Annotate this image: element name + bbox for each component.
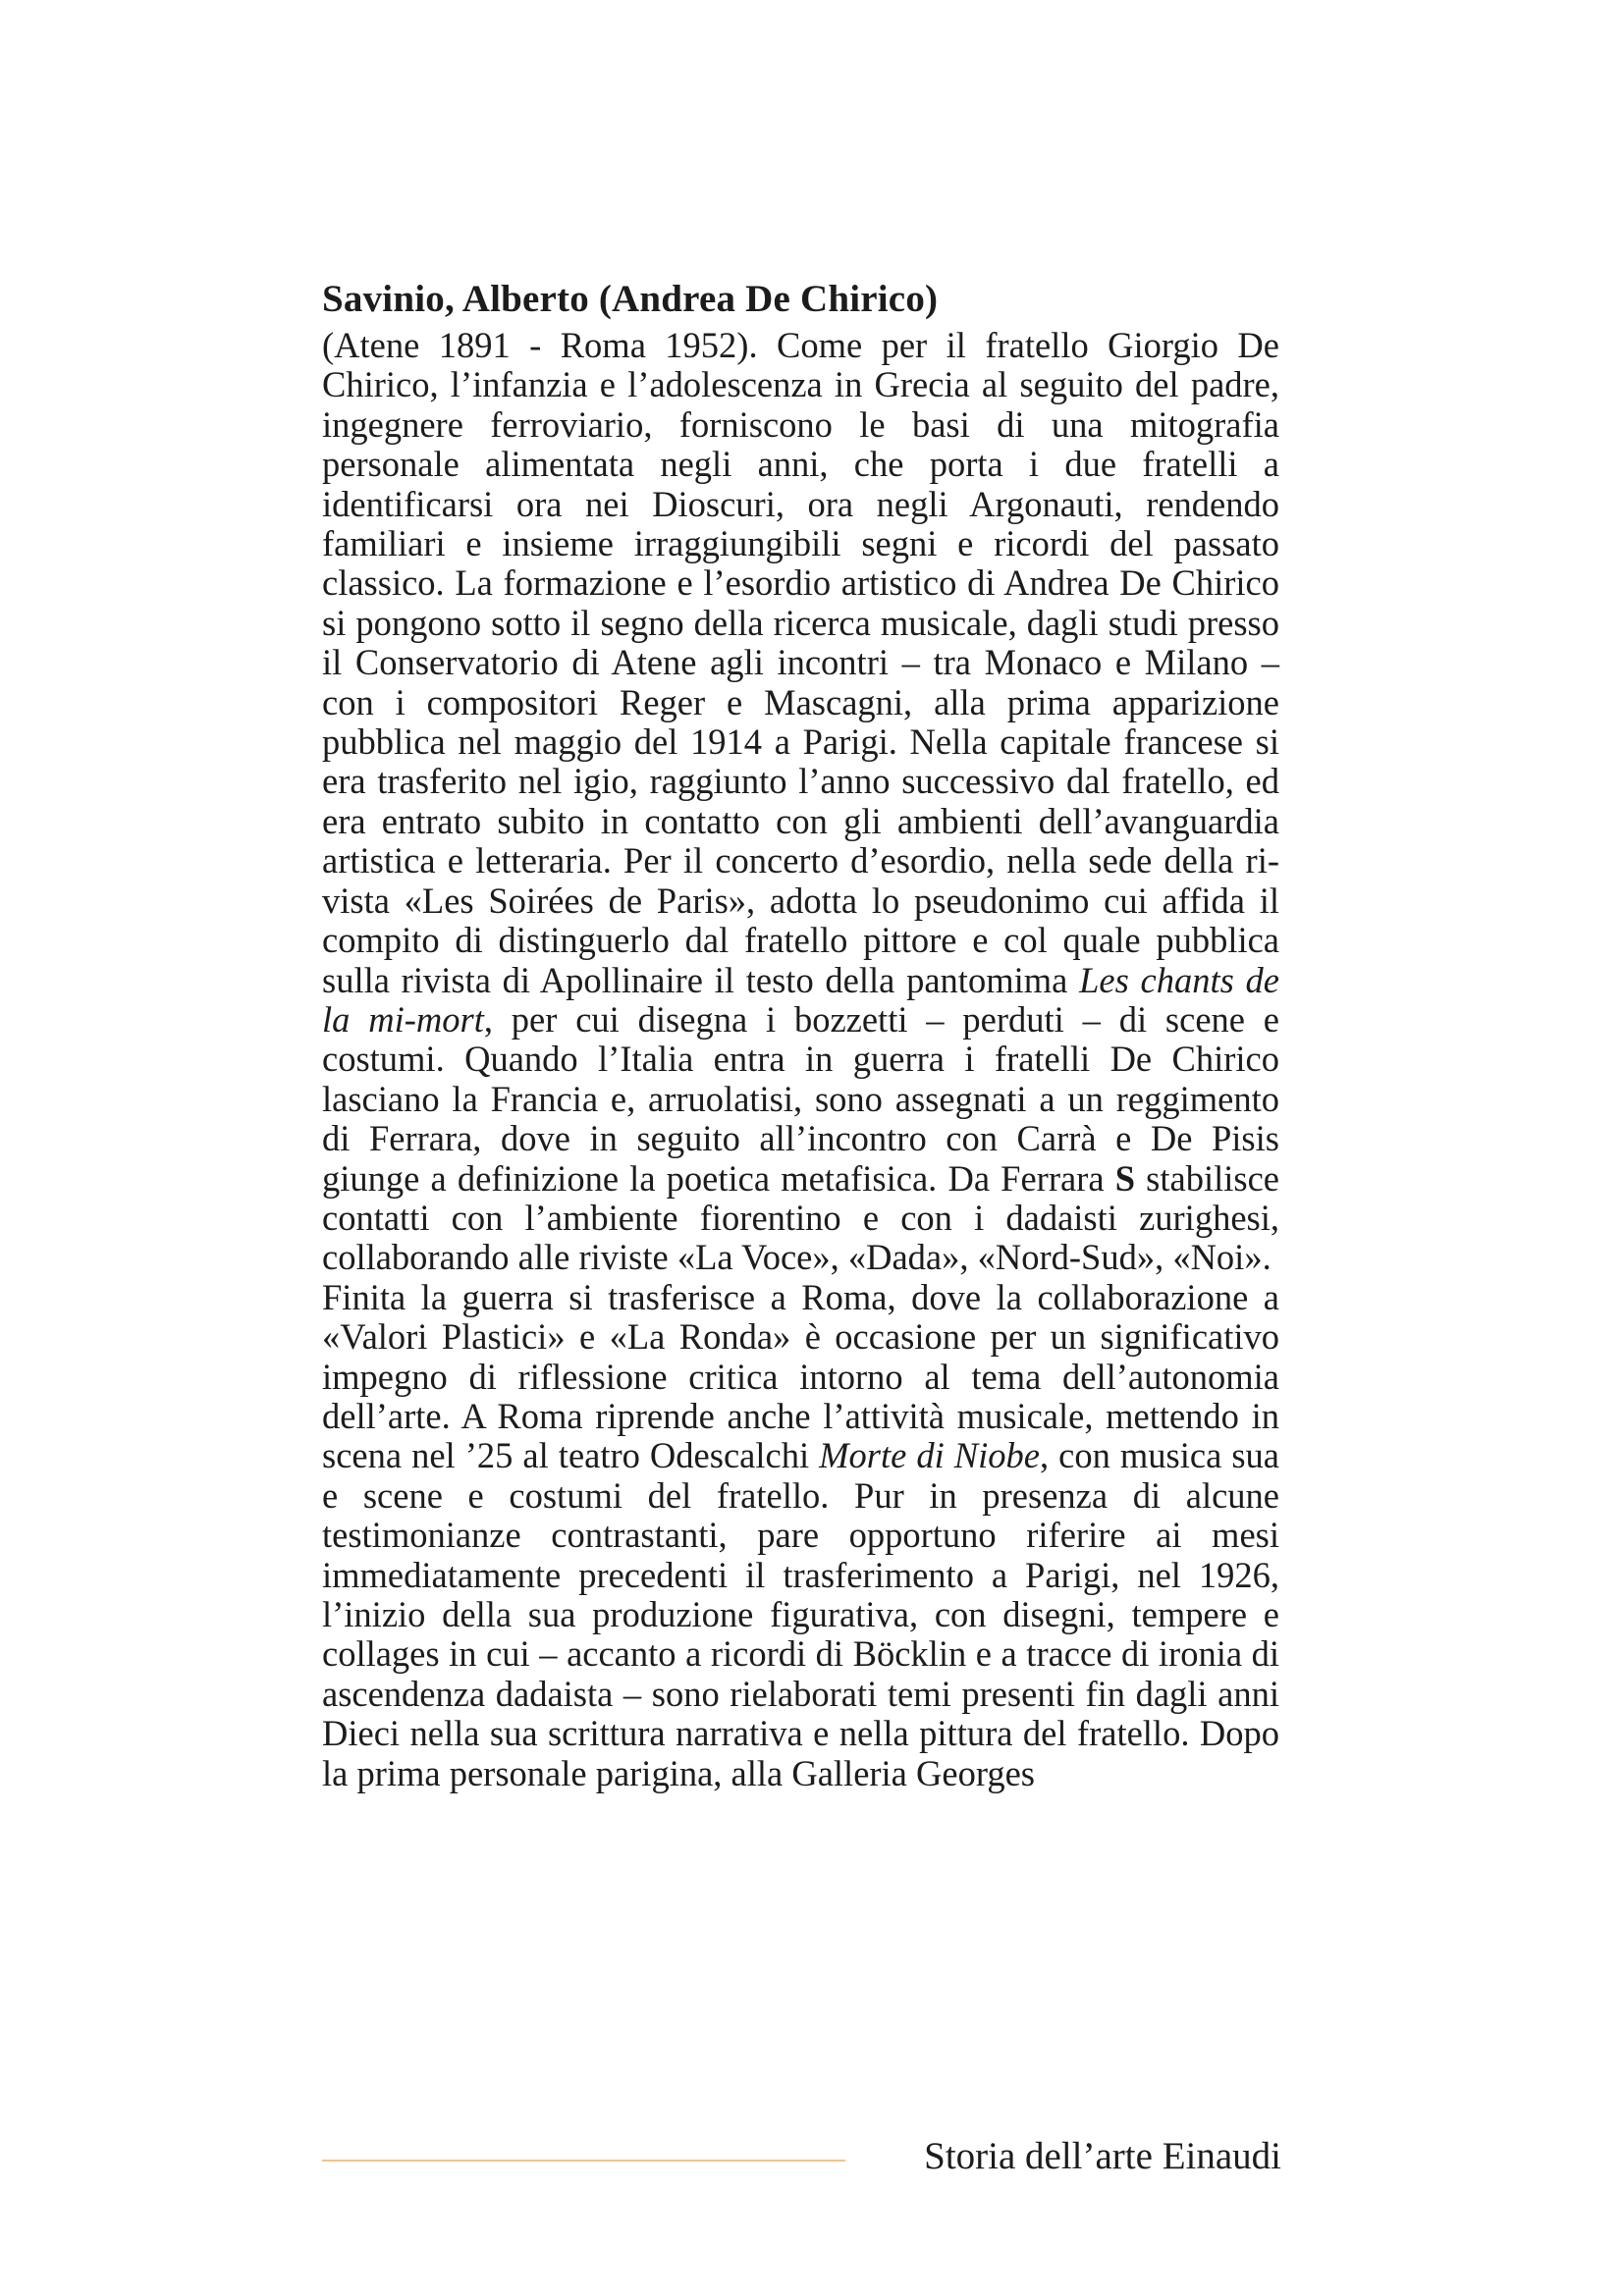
paragraph-1-bold-initial: S [1114,1157,1136,1199]
footer-label: Storia dell’arte Einaudi [924,2135,1281,2177]
paragraph-2-text-a: Finita la guerra si trasferisce a Roma, dove la collaborazione a «Valori Plastici» e «La Ronda» è occasione per un significativo impegno di riflessione critica intorno al tema dell’autonomia dell’arte. A Roma riprende anche l’attività musicale, mettendo in scena nel ’25 al teatro Odescalchi [322,1276,1279,1476]
paragraph-1 [322,326,1279,1278]
entry-title: Savinio, Alberto (Andrea De Chirico) [322,278,939,320]
paragraph-2 [322,1278,1279,1793]
paragraph-1-text-a: (Atene 1891 - Roma 1952). Come per il fratello Giorgio De Chirico, l’infanzia e l’adolescenza in Grecia al seguito del padre, ingegnere ferroviario, forniscono le basi di una mitografia personale alimentata negli anni, che porta i due fratelli a identificarsi ora nei Dioscuri, ora negli Argonauti, rendendo familiari e insieme irraggiungibili segni e ricordi del passato classico. La formazione e l’esordio artistico di Andrea De Chirico si pongono sotto il segno della ricerca musicale, dagli studi presso il Conservatorio di Atene agli incontri – tra Monaco e Milano – con i compositori Reger e Mascagni, alla prima apparizione pubblica nel maggio del 1914 a Parigi. Nella capitale francese si era trasferito nel igio, raggiunto l’anno successivo dal fratello, ed era entrato subito in contatto con gli ambienti dell’avanguardia artistica e letteraria. Per il concerto d’esordio, nella sede della rivista «Les Soirées de Paris», adotta lo pseudonimo cui affida il compito di distinguerlo dal fratello pittore e col quale pubblica sulla rivista di Apollinaire il testo della pantomima [322,325,1279,1000]
paragraph-2-italic-title: Morte di Niobe [819,1435,1040,1476]
paragraph-1-text-b: , per cui disegna i bozzetti – perduti – di scene e costumi. Quando l’Italia entra in guerra i fratelli De Chirico lasciano la Francia e, arruolatisi, sono assegnati a un reggimento di Ferrara, dove in seguito all’incontro con Carrà e De Pisis giunge a definizione la poetica metafisica. Da Ferrara [322,998,1279,1199]
page-body [322,275,1279,1793]
paragraph-2-text-b: , con musica sua e scene e costumi del fratello. Pur in presenza di alcune testimonianze contrastanti, pare opportuno riferire ai mesi immediatamente precedenti il trasferimento a Parigi, nel 1926, l’inizio della sua produzione figurativa, con disegni, tempere e collages in cui – accanto a ricordi di Böcklin e a tracce di ironia di ascendenza dadaista – sono rielaborati temi presenti fin dagli anni Dieci nella sua scrittura narrativa e nella pittura del fratello. Dopo la prima personale parigina, alla Galleria Georges [322,1435,1279,1793]
paragraph-1-text-c: stabilisce contatti con l’ambiente fiorentino e con i dadaisti zurighesi, collaborando alle riviste «La Voce», «Dada», «Nord-Sud», «Noi». [322,1157,1279,1278]
paragraph-1-italic-title: Les chants de la mi-mort [322,959,1280,1040]
footer-rule [322,2160,845,2162]
